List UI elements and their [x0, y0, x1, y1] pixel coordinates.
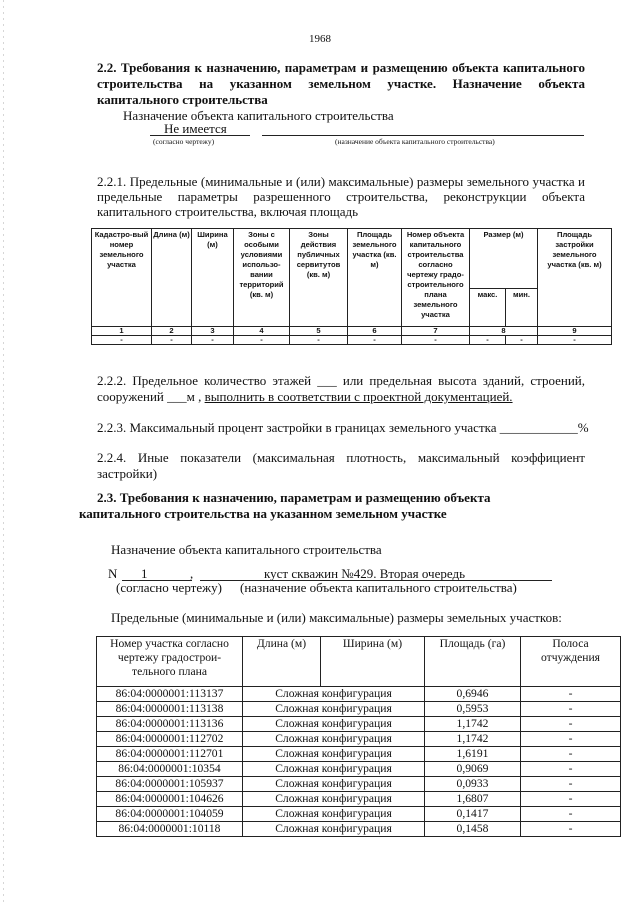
plot-area: 1,6191 — [425, 747, 521, 762]
cell-dash: - — [290, 336, 348, 345]
plot-config: Сложная конфигурация — [243, 822, 425, 837]
subheader-min: мин. — [506, 289, 538, 327]
page-number: 1968 — [309, 33, 331, 45]
section-2-2-4-line1: 2.2.4. Иные показатели (максимальная плотность, максимальный коэффициент — [97, 450, 585, 465]
header-cadastral-number: Кадастро-вый номер земельного участка — [92, 229, 152, 327]
header-plot-area: Площадь земельного участка (кв. м) — [348, 229, 402, 327]
plot-config: Сложная конфигурация — [243, 717, 425, 732]
plot-id: 86:04:0000001:10354 — [97, 762, 243, 777]
project-docs-note: выполнить в соответствии с проектной документацией. — [204, 389, 513, 404]
caption-object-purpose-2: (назначение объекта капитального строительства) — [240, 580, 517, 595]
plot-strip: - — [521, 732, 621, 747]
section-2-2-3: 2.2.3. Максимальный процент застройки в границах земельного участка ____________% — [97, 420, 589, 435]
section-2-3-heading-line2: капитального строительства на указанном земельном участке — [79, 506, 447, 521]
col-number: 8 — [470, 327, 538, 336]
parameters-table — [91, 228, 612, 345]
col-number: 9 — [538, 327, 612, 336]
section-2-2-4-line2: застройки) — [97, 466, 158, 481]
cell-dash: - — [152, 336, 192, 345]
plot-area: 0,1417 — [425, 807, 521, 822]
n-comma: , — [190, 566, 194, 581]
section-2-3-heading-line1: 2.3. Требования к назначению, параметрам и размещению объекта — [97, 490, 491, 505]
header-built-area: Площадь застройки земельного участка (кв. м) — [538, 229, 612, 327]
purpose-label: Назначение объекта капитального строительства — [123, 108, 394, 123]
caption-per-drawing: (согласно чертежу) — [153, 137, 215, 146]
header-size: Размер (м) — [470, 229, 538, 289]
plot-config: Сложная конфигурация — [243, 762, 425, 777]
section-2-2-heading-line1: 2.2. Требования к назначению, параметрам и размещению объекта капитального — [97, 60, 585, 75]
plot-id: 86:04:0000001:10118 — [97, 822, 243, 837]
header-length: Длина (м) — [243, 637, 321, 687]
header-object-number: Номер объекта капитального строительства согласно чертежу градо-строительного плана земельного участка — [402, 229, 470, 327]
cell-dash: - — [92, 336, 152, 345]
plot-config: Сложная конфигурация — [243, 777, 425, 792]
plot-id: 86:04:0000001:112701 — [97, 747, 243, 762]
plot-strip: - — [521, 777, 621, 792]
header-exclusion-strip: Полоса отчуждения — [521, 637, 621, 687]
scan-edge — [3, 0, 4, 905]
purpose-label-2: Назначение объекта капитального строительства — [111, 542, 382, 557]
plot-id: 86:04:0000001:105937 — [97, 777, 243, 792]
plot-area: 0,1458 — [425, 822, 521, 837]
plot-strip: - — [521, 702, 621, 717]
header-area: Площадь (га) — [425, 637, 521, 687]
header-special-zones: Зоны с особыми условиями использо-вании территорий (кв. м) — [234, 229, 290, 327]
header-width: Ширина (м) — [192, 229, 234, 327]
plot-config: Сложная конфигурация — [243, 807, 425, 822]
cell-dash: - — [402, 336, 470, 345]
col-number: 5 — [290, 327, 348, 336]
plot-id: 86:04:0000001:113136 — [97, 717, 243, 732]
col-number: 7 — [402, 327, 470, 336]
cell-dash: - — [506, 336, 538, 345]
plot-id: 86:04:0000001:112702 — [97, 732, 243, 747]
caption-object-purpose: (назначение объекта капитального строительства) — [335, 137, 495, 146]
col-number: 1 — [92, 327, 152, 336]
plot-id: 86:04:0000001:113138 — [97, 702, 243, 717]
plot-config: Сложная конфигурация — [243, 687, 425, 702]
caption-per-drawing-2: (согласно чертежу) — [116, 580, 222, 595]
section-2-2-1-line3: капитального строительства, включая площадь — [97, 204, 359, 219]
n-label: N — [108, 566, 118, 581]
limits-text: Предельные (минимальные и (или) максимальные) размеры земельных участков: — [111, 610, 562, 625]
plot-config: Сложная конфигурация — [243, 702, 425, 717]
plot-id: 86:04:0000001:104626 — [97, 792, 243, 807]
col-number: 4 — [234, 327, 290, 336]
plot-area: 0,9069 — [425, 762, 521, 777]
plot-config: Сложная конфигурация — [243, 732, 425, 747]
col-number: 6 — [348, 327, 402, 336]
cell-dash: - — [192, 336, 234, 345]
plot-strip: - — [521, 822, 621, 837]
section-2-2-heading-line3: капитального строительства — [97, 92, 268, 107]
plot-area: 0,6946 — [425, 687, 521, 702]
floors-height-text: сооружений ___м , — [97, 389, 202, 404]
n-value: 1 — [141, 566, 148, 581]
section-2-2-1-line1: 2.2.1. Предельные (минимальные и (или) максимальные) размеры земельного участка и — [97, 174, 585, 189]
subheader-max: макс. — [470, 289, 506, 327]
plot-area: 1,6807 — [425, 792, 521, 807]
plot-id: 86:04:0000001:113137 — [97, 687, 243, 702]
section-2-2-2-line1: 2.2.2. Предельное количество этажей ___ или предельная высота зданий, строений, — [97, 373, 585, 388]
col-number: 3 — [192, 327, 234, 336]
cell-dash: - — [470, 336, 506, 345]
header-servitude-zones: Зоны действия публичных сервитутов (кв. м) — [290, 229, 348, 327]
purpose-value: Не имеется — [164, 121, 227, 136]
plot-strip: - — [521, 717, 621, 732]
header-plot-number: Номер участка согласно чертежу градострои-тельного плана — [97, 637, 243, 687]
section-2-2-heading-line2: строительства на указанном земельном участке. Назначение объекта — [97, 76, 585, 91]
plot-strip: - — [521, 762, 621, 777]
plot-strip: - — [521, 807, 621, 822]
object-name: куст скважин №429. Вторая очередь — [264, 566, 465, 581]
header-length: Длина (м) — [152, 229, 192, 327]
plot-area: 1,1742 — [425, 717, 521, 732]
plot-area: 0,0933 — [425, 777, 521, 792]
plot-area: 0,5953 — [425, 702, 521, 717]
col-number: 2 — [152, 327, 192, 336]
plot-strip: - — [521, 687, 621, 702]
plot-strip: - — [521, 792, 621, 807]
cell-dash: - — [538, 336, 612, 345]
plot-config: Сложная конфигурация — [243, 747, 425, 762]
header-width: Ширина (м) — [321, 637, 425, 687]
plot-strip: - — [521, 747, 621, 762]
plot-config: Сложная конфигурация — [243, 792, 425, 807]
plots-table — [96, 636, 621, 837]
section-2-2-1-line2: предельные параметры разрешенного строительства, реконструкции объекта — [97, 189, 585, 204]
plot-area: 1,1742 — [425, 732, 521, 747]
cell-dash: - — [234, 336, 290, 345]
cell-dash: - — [348, 336, 402, 345]
section-2-2-2-line2 — [97, 389, 513, 405]
plot-id: 86:04:0000001:104059 — [97, 807, 243, 822]
